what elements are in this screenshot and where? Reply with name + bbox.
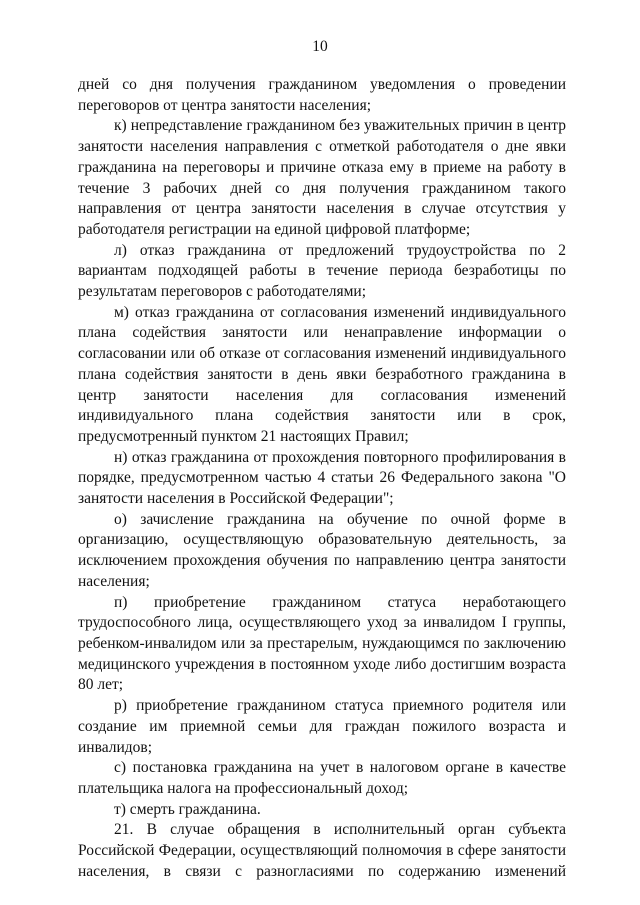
document-body xyxy=(78,75,566,882)
paragraph-item-o: о) зачисление гражданина на обучение по очной форме в организацию, осуществляющую образовательную деятельность, за исключением прохождения обучения по направлению центра занятости населения; xyxy=(78,510,566,590)
paragraph-item-p: п) приобретение гражданином статуса неработающего трудоспособного лица, осуществляющего уход за инвалидом I группы, ребенком-инвалидом или за престарелым, нуждающимся по заключению медицинского учреждения в постоянном уходе либо достигшим возраста 80 лет; xyxy=(78,593,566,694)
paragraph-item-21: 21. В случае обращения в исполнительный орган субъекта Российской Федерации, осуществляющий полномочия в сфере занятости населения, в связи с разногласиями по содержанию изменений xyxy=(78,821,566,880)
paragraph-item-l: л) отказ гражданина от предложений трудоустройства по 2 вариантам подходящей работы в течение периода безработицы по результатам переговоров с работодателями; xyxy=(78,241,566,301)
paragraph-item-s: с) постановка гражданина на учет в налоговом органе в качестве плательщика налога на профессиональный доход; xyxy=(78,759,566,797)
paragraph-item-k: к) непредставление гражданином без уважительных причин в центр занятости населения направления с отметкой работодателя о дне явки гражданина на переговоры и причине отказа ему в приеме на работу в течение 3 рабочих дней со дня получения гражданином такого направления от центра занятости населения в случае отсутствия у работодателя регистрации на единой цифровой платформе; xyxy=(78,117,566,238)
paragraph-item-r: р) приобретение гражданином статуса приемного родителя или создание им приемной семьи для граждан пожилого возраста и инвалидов; xyxy=(78,697,566,756)
page-number: 10 xyxy=(312,38,328,55)
paragraph-continuation: дней со дня получения гражданином уведомления о проведении переговоров от центра занятости населения; xyxy=(78,76,566,114)
paragraph-item-n: н) отказ гражданина от прохождения повторного профилирования в порядке, предусмотренном частью 4 статьи 26 Федерального закона "О занятости населения в Российской Федерации"; xyxy=(78,448,566,508)
paragraph-item-m: м) отказ гражданина от согласования изменений индивидуального плана содействия занятости или ненаправление информации о согласовании или об отказе от согласования изменений индивидуального плана содействия занятости в день явки безработного гражданина в центр занятости населения для согласования изменений индивидуального плана содействия занятости или в срок, предусмотренный пунктом 21 настоящих Правил; xyxy=(78,303,566,445)
paragraph-item-t: т) смерть гражданина. xyxy=(114,800,261,818)
